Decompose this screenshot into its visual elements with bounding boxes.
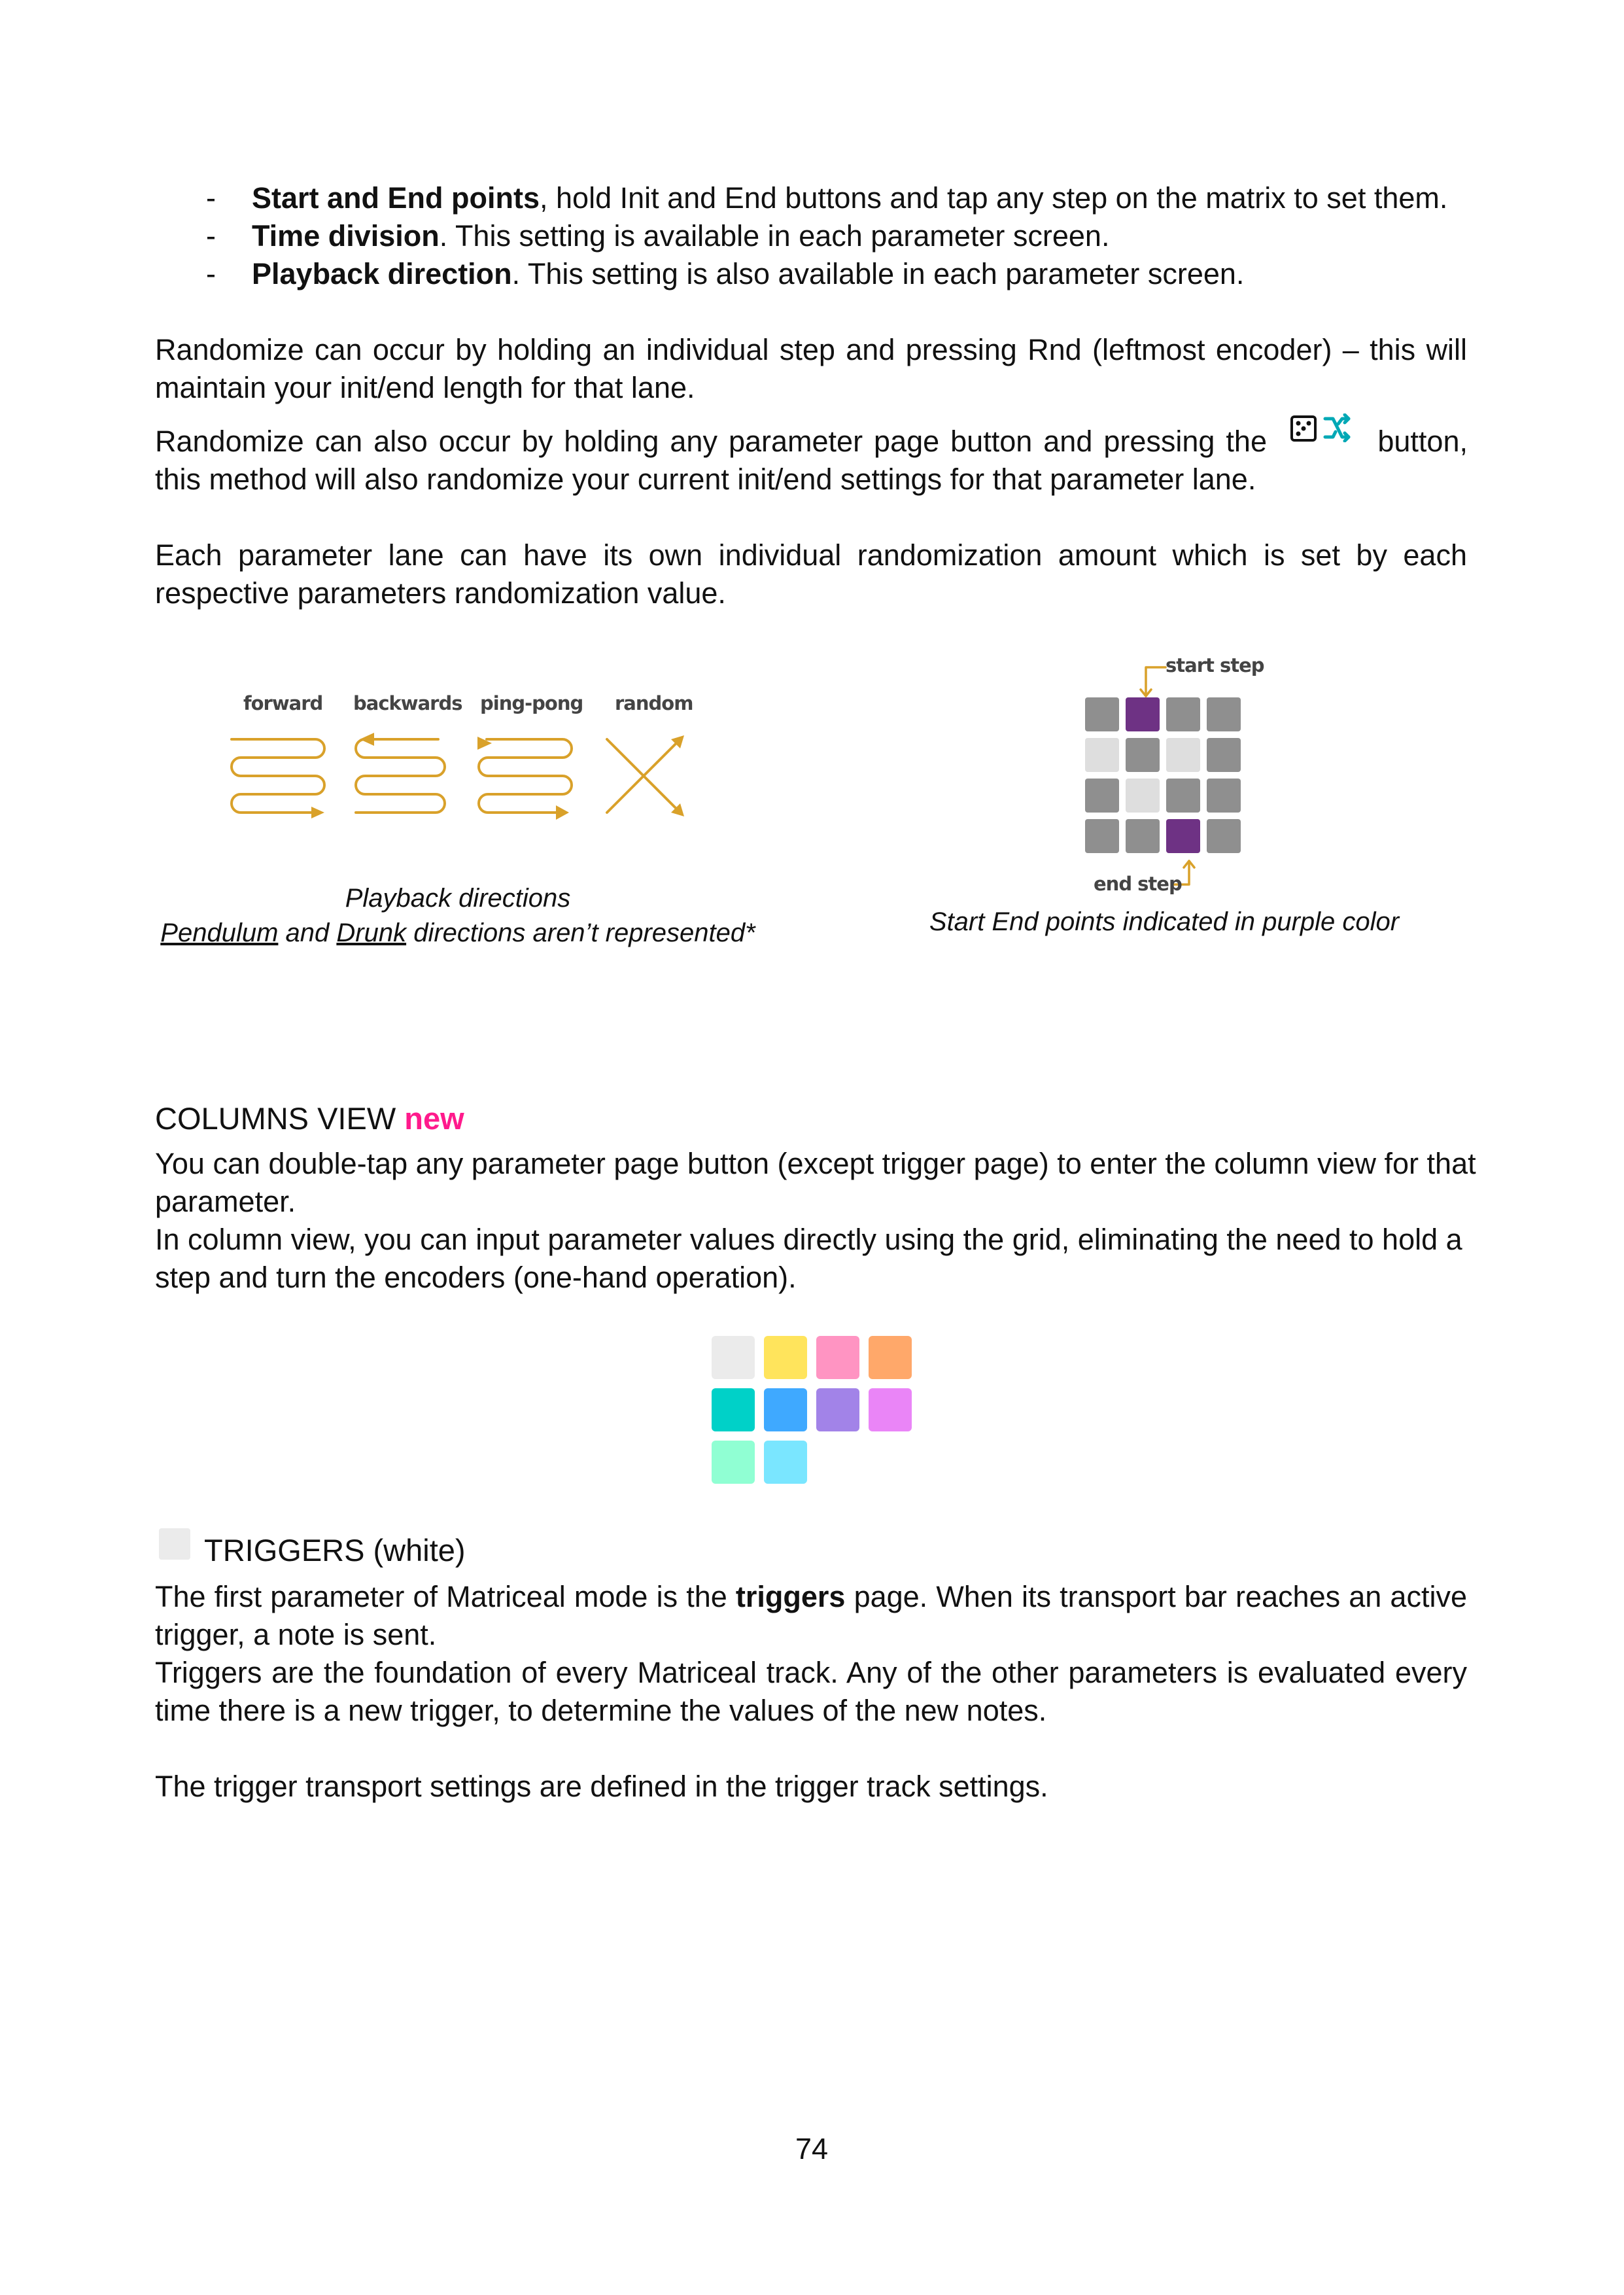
paragraph-line: The first parameter of Matriceal mode is the triggers page. When its transport bar reaches an active [155, 1580, 1467, 1613]
paragraph-line: Triggers are the foundation of every Matriceal track. Any of the other parameters is evaluated every [155, 1656, 1467, 1689]
bullet-marker: - [206, 257, 216, 290]
paragraph-line: Randomize can also occur by holding any parameter page button and pressing the [155, 425, 1267, 458]
figure-caption-note: Pendulum and Drunk directions aren’t represented* [160, 919, 755, 947]
paragraph-line: button, [1377, 425, 1468, 458]
bullet-text: , hold Init and End buttons and tap any step on the matrix to set them. [540, 181, 1448, 215]
page-number: 74 [795, 2132, 829, 2165]
grid-cell [1126, 819, 1160, 853]
color-swatch [816, 1388, 859, 1431]
color-swatch [712, 1336, 755, 1379]
figure-caption: Start End points indicated in purple color [929, 907, 1400, 936]
grid-cell [1207, 738, 1241, 772]
grid-cell [1207, 819, 1241, 853]
color-swatch [764, 1441, 807, 1484]
label-random: random [615, 692, 693, 714]
grid-cell [1126, 738, 1160, 772]
paragraph-line: In column view, you can input parameter values directly using the grid, eliminating the need to hold a [155, 1223, 1462, 1256]
grid-cell [1166, 697, 1200, 731]
color-swatch [712, 1441, 755, 1484]
grid-cell [1207, 779, 1241, 813]
end-step-label: end step [1094, 873, 1182, 895]
bullet-bold: Playback direction [252, 257, 512, 290]
color-swatch [816, 1336, 859, 1379]
paragraph-line: step and turn the encoders (one-hand operation). [155, 1261, 797, 1294]
drunk-text: Drunk [336, 919, 407, 947]
direction-arrows-graphic [222, 720, 706, 844]
bullet-text: . This setting is also available in each parameter screen. [511, 257, 1245, 290]
triggers-swatch [159, 1528, 190, 1560]
color-swatch [869, 1388, 912, 1431]
heading-text: COLUMNS VIEW [155, 1101, 396, 1136]
color-swatch [764, 1388, 807, 1431]
triggers-bold: triggers [735, 1580, 846, 1613]
bullet-marker: - [206, 219, 216, 253]
grid-cell [1126, 779, 1160, 813]
grid-cell [1085, 738, 1119, 772]
start-arrow-icon [1135, 663, 1168, 700]
grid-cell [1085, 819, 1119, 853]
grid-cell-selected [1126, 697, 1160, 731]
figure-caption: Playback directions [345, 884, 571, 913]
bullet-marker: - [206, 181, 216, 215]
grid-cell [1085, 779, 1119, 813]
paragraph-line: this method will also randomize your current init/end settings for that parameter lane. [155, 463, 1256, 496]
paragraph-line: Each parameter lane can have its own individual randomization amount which is set by each [155, 538, 1467, 572]
paragraph-line: You can double-tap any parameter page button (except trigger page) to enter the column view for that [155, 1147, 1476, 1180]
paragraph-line: respective parameters randomization value. [155, 576, 726, 610]
color-swatch [764, 1336, 807, 1379]
new-badge: new [404, 1101, 464, 1136]
label-forward: forward [243, 692, 323, 714]
dice-icon [1290, 415, 1317, 442]
paragraph-line: trigger, a note is sent. [155, 1618, 437, 1651]
bullet-bold: Time division [252, 219, 440, 253]
paragraph-line: parameter. [155, 1185, 296, 1218]
grid-cell-selected [1166, 819, 1200, 853]
section-heading-triggers: TRIGGERS (white) [204, 1533, 466, 1568]
paragraph-line: maintain your init/end length for that lane. [155, 371, 695, 404]
paragraph-line: time there is a new trigger, to determine the values of the new notes. [155, 1694, 1047, 1727]
start-step-label: start step [1166, 654, 1264, 676]
label-backwards: backwards [353, 692, 462, 714]
bullet-text: . This setting is available in each parameter screen. [439, 219, 1110, 253]
color-swatch [712, 1388, 755, 1431]
color-swatch [869, 1336, 912, 1379]
paragraph-line: Randomize can occur by holding an individual step and pressing Rnd (leftmost encoder) – this will [155, 333, 1467, 366]
bullet-bold: Start and End points [252, 181, 540, 215]
grid-cell [1207, 697, 1241, 731]
paragraph-line: The trigger transport settings are defined in the trigger track settings. [155, 1770, 1048, 1803]
grid-cell [1166, 779, 1200, 813]
shuffle-icon [1322, 413, 1351, 442]
pendulum-text: Pendulum [160, 919, 279, 947]
label-ping-pong: ping-pong [480, 692, 583, 714]
grid-cell [1166, 738, 1200, 772]
grid-cell [1085, 697, 1119, 731]
section-heading-columns [155, 1099, 464, 1138]
